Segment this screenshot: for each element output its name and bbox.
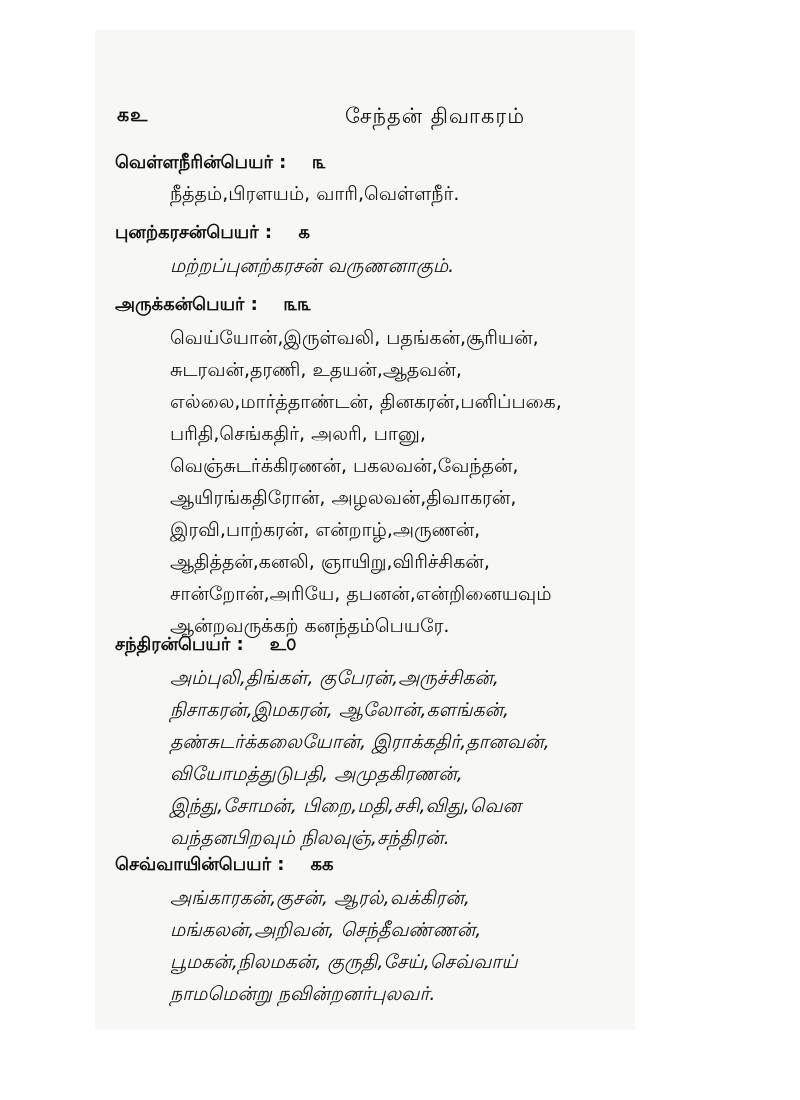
verse-line: இந்து,சோமன், பிறை,மதி,சசி,விது,வென [170,795,522,817]
section-count: ௩௩ [283,294,312,315]
verse-sun [170,322,562,642]
section-heading-label: செவ்வாயின்பெயர் : [115,854,285,875]
section-count: ௧ [298,222,311,243]
verse-line: சான்றோன்,அரியே, தபனன்,என்றினையவும் [170,583,552,605]
verse-line: வெய்யோன்,இருள்வலி, பதங்கன்,சூரியன், [170,327,539,349]
verse-line: பூமகன்,நிலமகன், குருதி,சேய்,செவ்வாய் [170,951,518,973]
section-heading-label: புனற்கரசன்பெயர் : [115,222,273,243]
verse-line: இரவி,பாற்கரன், என்றாழ்,அருணன், [170,519,481,541]
section-count: ௩ [312,152,327,173]
verse-line: நிசாகரன்,இமகரன், ஆலோன்,களங்கன், [170,699,510,721]
verse-varuna [170,250,454,282]
verse-line: தண்சுடர்க்கலையோன், இராக்கதிர்,தானவன், [170,731,550,753]
verse-line: அங்காரகன்,குசன், ஆரல்,வக்கிரன், [170,887,470,909]
verse-line: சுடரவன்,தரணி, உதயன்,ஆதவன், [170,359,462,381]
verse-line: அம்புலி,திங்கள், குபேரன்,அருச்சிகன், [170,667,499,689]
verse-line: நாமமென்று நவின்றனர்புலவர். [170,983,436,1005]
verse-line: மற்றப்புனற்கரசன் வருணனாகும். [170,255,455,277]
section-count: கக [310,854,334,875]
section-heading-label: சந்திரன்பெயர் : [115,634,244,655]
verse-flood-water [170,178,459,210]
page-number: கஉ [117,104,149,126]
section-heading-flood-water [115,152,326,175]
verse-mars [170,882,518,1010]
section-heading-sun [115,294,311,317]
verse-moon [170,662,550,854]
verse-line: ஆதித்தன்,கனலி, ஞாயிறு,விரிச்சிகன், [170,551,490,573]
verse-line: ஆயிரங்கதிரோன், அழலவன்,திவாகரன், [170,487,517,509]
book-title: சேந்தன் திவாகரம் [345,104,526,128]
verse-line: நீத்தம்,பிரளயம், வாரி,வெள்ளநீர். [170,183,460,205]
verse-line: மங்கலன்,அறிவன், செந்தீவண்ணன், [170,919,482,941]
verse-line: எல்லை,மார்த்தாண்டன், தினகரன்,பனிப்பகை, [170,391,562,413]
verse-line: ஆன்றவருக்கற் கனந்தம்பெயரே. [170,615,450,637]
section-heading-label: வெள்ளநீரின்பெயர் : [115,152,287,173]
section-heading-mars [115,854,334,877]
section-count: உ௦ [269,634,297,655]
section-heading-moon [115,634,296,657]
verse-line: வியோமத்துடுபதி, அமுதகிரணன், [170,763,463,785]
verse-line: வெஞ்சுடர்க்கிரணன், பகலவன்,வேந்தன், [170,455,519,477]
section-heading-label: அருக்கன்பெயர் : [115,294,258,315]
verse-line: வந்தனபிறவும் நிலவுஞ்,சந்திரன். [170,827,450,849]
verse-line: பரிதி,செங்கதிர், அலரி, பானு, [170,423,426,445]
section-heading-varuna [115,222,310,245]
